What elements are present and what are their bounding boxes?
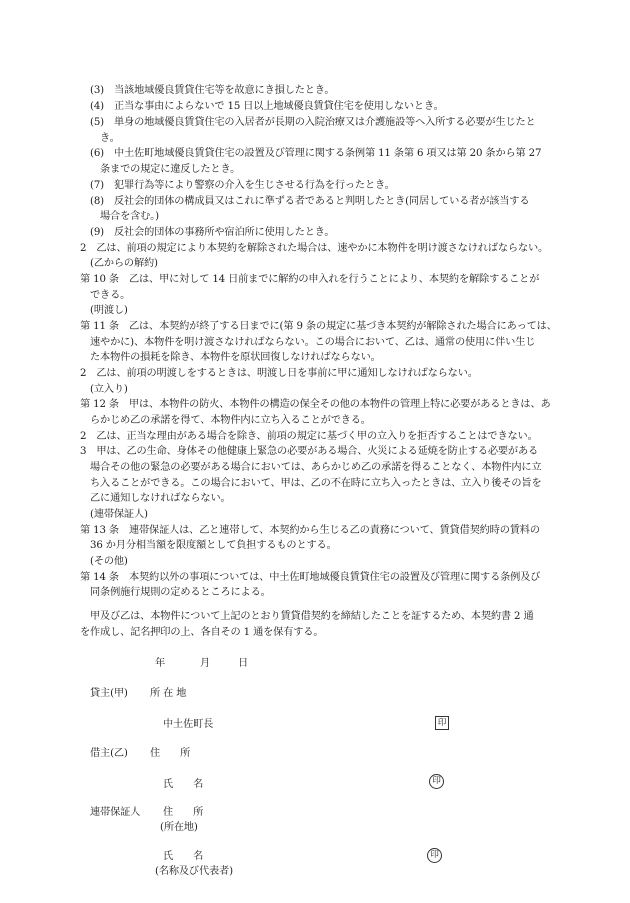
date-day-label: 日 [238, 658, 249, 669]
article-10-heading: (乙からの解約) [90, 258, 158, 269]
article-11-paragraph-2: 2 乙は、前項の明渡しをするときは、明渡し日を事前に甲に通知しなければならない。 [80, 368, 478, 379]
article-12-paragraph-2: 2 乙は、正当な理由がある場合を除き、前項の規定に基づく甲の立入りを拒否することはできない。 [80, 431, 538, 442]
landlord-seal-mark: 印 [435, 716, 449, 730]
date-month-label: 月 [200, 658, 211, 669]
article-9-item-8: (8) 反社会的団体の構成員又はこれに準ずる者であると判明したとき(同居している者が該当する [90, 196, 530, 207]
article-9-paragraph-2: 2 乙は、前項の規定により本契約を解除された場合は、速やかに本物件を明け渡さなければならない。 [80, 243, 549, 254]
tenant-seal-mark: 印 [429, 774, 444, 789]
closing-statement-cont: を作成し、記名押印の上、各自その 1 通を保有する。 [80, 627, 324, 638]
article-9-item-7: (7) 犯罪行為等により警察の介入を生じさせる行為を行ったとき。 [90, 180, 395, 191]
article-9-item-3: (3) 当該地域優良賃貸住宅等を故意にき損したとき。 [90, 85, 335, 96]
article-9-item-5: (5) 単身の地域優良賃貸住宅の入居者が長期の入院治療又は介護施設等へ入所する必要が生じたと [90, 117, 536, 128]
guarantor-label: 連帯保証人 [90, 807, 141, 818]
article-12-heading: (立入り) [90, 384, 128, 395]
article-11-text-cont-1: 速やかに)、本物件を明け渡さなければならない。この場合において、乙は、通常の使用に伴い生じ [90, 337, 536, 348]
article-11-text-cont-2: た本物件の損耗を除き、本物件を原状回復しなければならない。 [90, 352, 381, 363]
article-9-item-6: (6) 中土佐町地域優良賃貸住宅の設置及び管理に関する条例第 11 条第 6 項又は第 20 条から第 27 [90, 148, 542, 159]
article-12-paragraph-3-cont-1: 場合その他の緊急の必要がある場合においては、あらかじめ乙の承諾を得ることなく、本物件内に立 [90, 462, 542, 473]
guarantor-address-label: 住 所 [163, 807, 204, 818]
article-12-paragraph-3-cont-3: 乙に通知しなければならない。 [90, 493, 231, 504]
closing-statement: 甲及び乙は、本物件について上記のとおり賃貸借契約を締結したことを証するため、本契約書 2 通 [90, 611, 534, 622]
date-year-label: 年 [155, 658, 166, 669]
landlord-name: 中土佐町長 [163, 719, 214, 730]
article-9-item-8-cont: 場合を含む。) [100, 211, 159, 222]
tenant-address-label: 住 所 [150, 748, 191, 759]
article-10-text-cont: できる。 [90, 290, 131, 301]
guarantor-seal-mark: 印 [427, 848, 442, 863]
landlord-address-label: 所 在 地 [150, 688, 187, 699]
article-13-text: 第 13 条 連帯保証人は、乙と連帯して、本契約から生じる乙の責務について、賃貸借契約時の賃料の [80, 525, 540, 536]
article-12-text-cont: らかじめ乙の承諾を得て、本物件内に立ち入ることができる。 [90, 415, 371, 426]
article-14-text: 第 14 条 本契約以外の事項については、中土佐町地域優良賃貸住宅の設置及び管理に関する条例及び [80, 572, 541, 583]
article-9-item-6-cont: 条までの規定に違反したとき。 [100, 164, 241, 175]
article-11-heading: (明渡し) [90, 305, 128, 316]
guarantor-name-note: (名称及び代表者) [155, 866, 233, 877]
article-9-item-9: (9) 反社会的団体の事務所や宿泊所に使用したとき。 [90, 227, 335, 238]
article-12-paragraph-3: 3 甲は、乙の生命、身体その他健康上緊急の必要がある場合、火災による延焼を防止する必要がある [80, 446, 539, 457]
article-9-item-4: (4) 正当な事由によらないで 15 日以上地域優良賃貸住宅を使用しないとき。 [90, 101, 444, 112]
article-13-heading: (連帯保証人) [90, 509, 148, 520]
article-14-heading: (その他) [90, 556, 128, 567]
article-10-text: 第 10 条 乙は、甲に対して 14 日前までに解約の申入れを行うことにより、本契約を解除することが [80, 274, 540, 285]
article-11-text: 第 11 条 乙は、本契約が終了する日までに(第 9 条の規定に基づき本契約が解除された場合にあっては、 [80, 321, 557, 332]
guarantor-address-note: (所在地) [160, 822, 198, 833]
tenant-name-label: 氏 名 [163, 779, 204, 790]
article-12-paragraph-3-cont-2: ち入ることができる。この場合において、甲は、乙の不在時に立ち入ったときは、立入り後その旨を [90, 478, 542, 489]
tenant-label: 借主(乙) [90, 748, 128, 759]
article-9-item-5-cont: き。 [100, 133, 120, 144]
article-13-text-cont: 36 か月分相当額を限度額として負担するものとする。 [90, 540, 337, 551]
landlord-label: 貸主(甲) [90, 688, 128, 699]
article-12-text: 第 12 条 甲は、本物件の防火、本物件の構造の保全その他の本物件の管理上特に必要があるときは、あ [80, 399, 551, 410]
guarantor-name-label: 氏 名 [163, 851, 204, 862]
article-14-text-cont: 同条例施行規則の定めるところによる。 [90, 587, 271, 598]
